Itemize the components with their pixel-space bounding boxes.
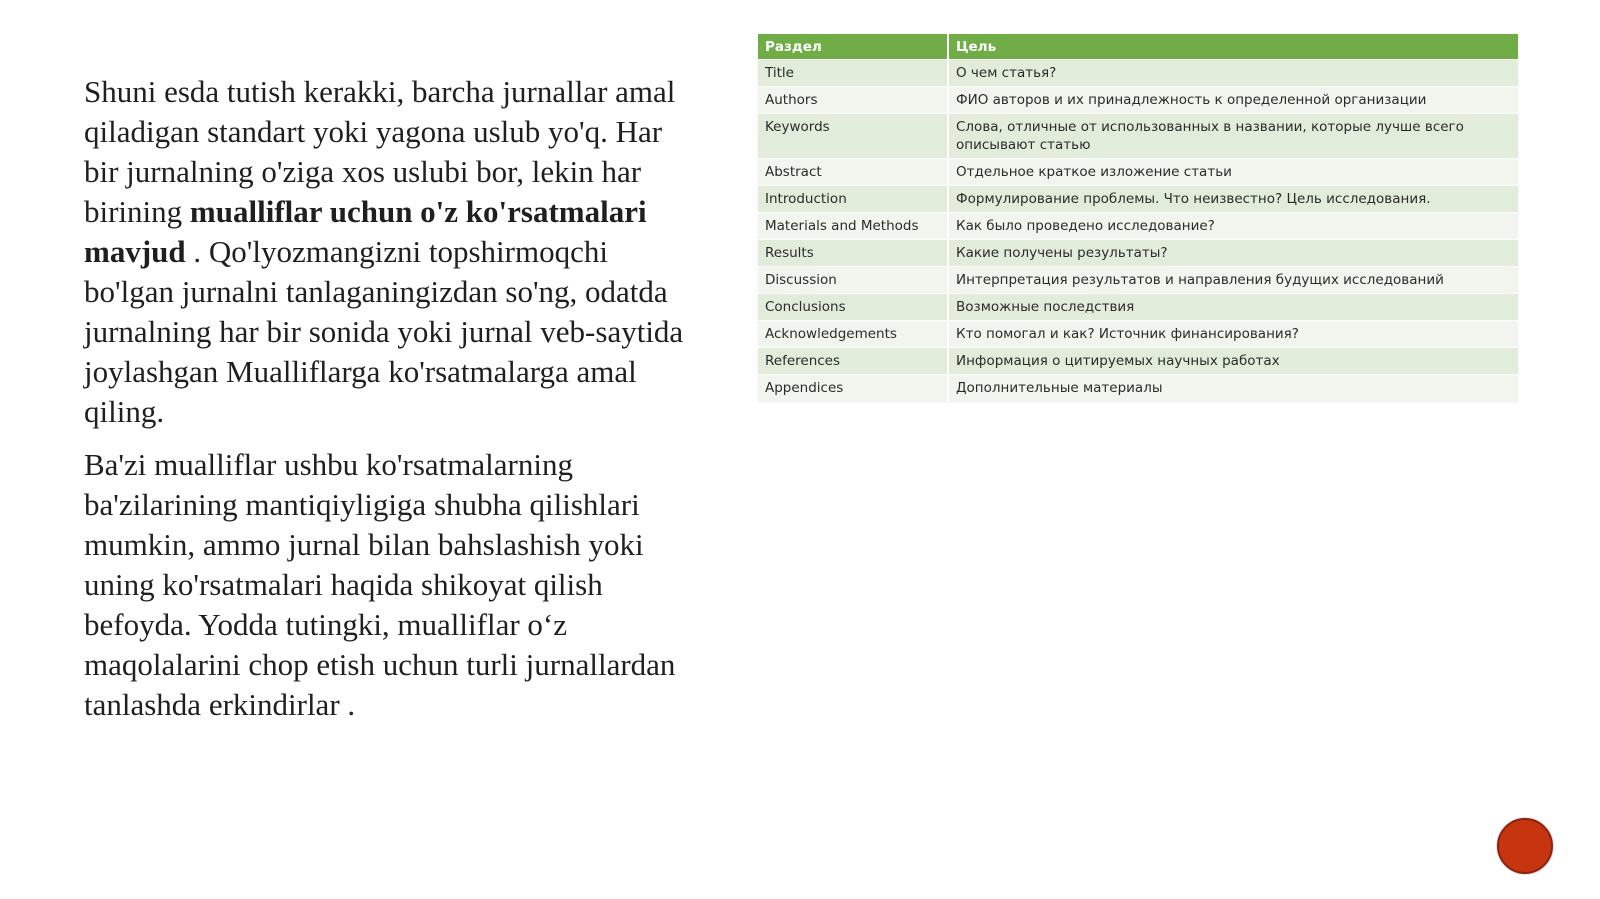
row-section: Keywords bbox=[758, 114, 948, 159]
sections-table bbox=[758, 34, 1518, 401]
paragraph-2: Ba'zi mualliflar ushbu ko'rsatmalarning ba'zilarining mantiqiyligiga shubha qilishlari mumkin, ammo jurnal bilan bahslashish yoki uning ko'rsatmalari haqida shikoyat qilish befoyda. Yodda tutingki, mualliflar o‘z maqolalarini chop etish uchun turli jurnallardan tanlashda erkindirlar . bbox=[84, 447, 676, 722]
slide-nav-button[interactable] bbox=[1497, 818, 1553, 874]
table-row bbox=[758, 114, 1518, 159]
paragraph-1 bbox=[84, 72, 694, 432]
main-text bbox=[84, 72, 694, 725]
table-row bbox=[758, 375, 1518, 402]
row-purpose: Дополнительные материалы bbox=[948, 375, 1518, 402]
row-section: Results bbox=[758, 240, 948, 267]
row-section: Introduction bbox=[758, 186, 948, 213]
row-purpose: Отдельное краткое изложение статьи bbox=[948, 159, 1518, 186]
table-row bbox=[758, 87, 1518, 114]
table-row bbox=[758, 294, 1518, 321]
row-purpose: Информация о цитируемых научных работах bbox=[948, 348, 1518, 375]
table-row bbox=[758, 348, 1518, 375]
row-section: Conclusions bbox=[758, 294, 948, 321]
paragraph-1-start: Shuni esda tutish kerakki, barcha jurnallar amal qiladigan standart yoki yagona uslub yo'q. Har bir jurnalning o'ziga xos uslubi bor, lekin har birining bbox=[84, 74, 676, 229]
row-section: Abstract bbox=[758, 159, 948, 186]
row-purpose: Возможные последствия bbox=[948, 294, 1518, 321]
row-purpose: Формулирование проблемы. Что неизвестно? Цель исследования. bbox=[948, 186, 1518, 213]
row-section: Acknowledgements bbox=[758, 321, 948, 348]
header-purpose: Цель bbox=[948, 34, 1518, 60]
table-row bbox=[758, 213, 1518, 240]
row-purpose: Интерпретация результатов и направления будущих исследований bbox=[948, 267, 1518, 294]
row-purpose: Какие получены результаты? bbox=[948, 240, 1518, 267]
table-row bbox=[758, 321, 1518, 348]
paragraph-1-end: . Qo'lyozmangizni topshirmoqchi bo'lgan jurnalni tanlaganingizdan so'ng, odatda jurnalning har bir sonida yoki jurnal veb-saytida joylashgan Mualliflarga ko'rsatmalarga amal qiling. bbox=[84, 234, 684, 429]
row-purpose: ФИО авторов и их принадлежность к определенной организации bbox=[948, 87, 1518, 114]
table-row bbox=[758, 60, 1518, 87]
row-purpose: Слова, отличные от использованных в названии, которые лучше всего описывают статью bbox=[948, 114, 1518, 159]
row-purpose: Как было проведено исследование? bbox=[948, 213, 1518, 240]
row-section: Authors bbox=[758, 87, 948, 114]
table-header-row bbox=[758, 34, 1518, 60]
row-section: References bbox=[758, 348, 948, 375]
row-section: Discussion bbox=[758, 267, 948, 294]
paragraph-1-bold: mualliflar uchun o'z ko'rsatmalari mavjud bbox=[84, 194, 647, 269]
table-row bbox=[758, 186, 1518, 213]
row-purpose: О чем статья? bbox=[948, 60, 1518, 87]
header-section: Раздел bbox=[758, 34, 948, 60]
table-row bbox=[758, 240, 1518, 267]
row-section: Title bbox=[758, 60, 948, 87]
sections-table-container bbox=[758, 34, 1518, 401]
row-section: Appendices bbox=[758, 375, 948, 402]
table-row bbox=[758, 267, 1518, 294]
row-purpose: Кто помогал и как? Источник финансирования? bbox=[948, 321, 1518, 348]
row-section: Materials and Methods bbox=[758, 213, 948, 240]
table-row bbox=[758, 159, 1518, 186]
